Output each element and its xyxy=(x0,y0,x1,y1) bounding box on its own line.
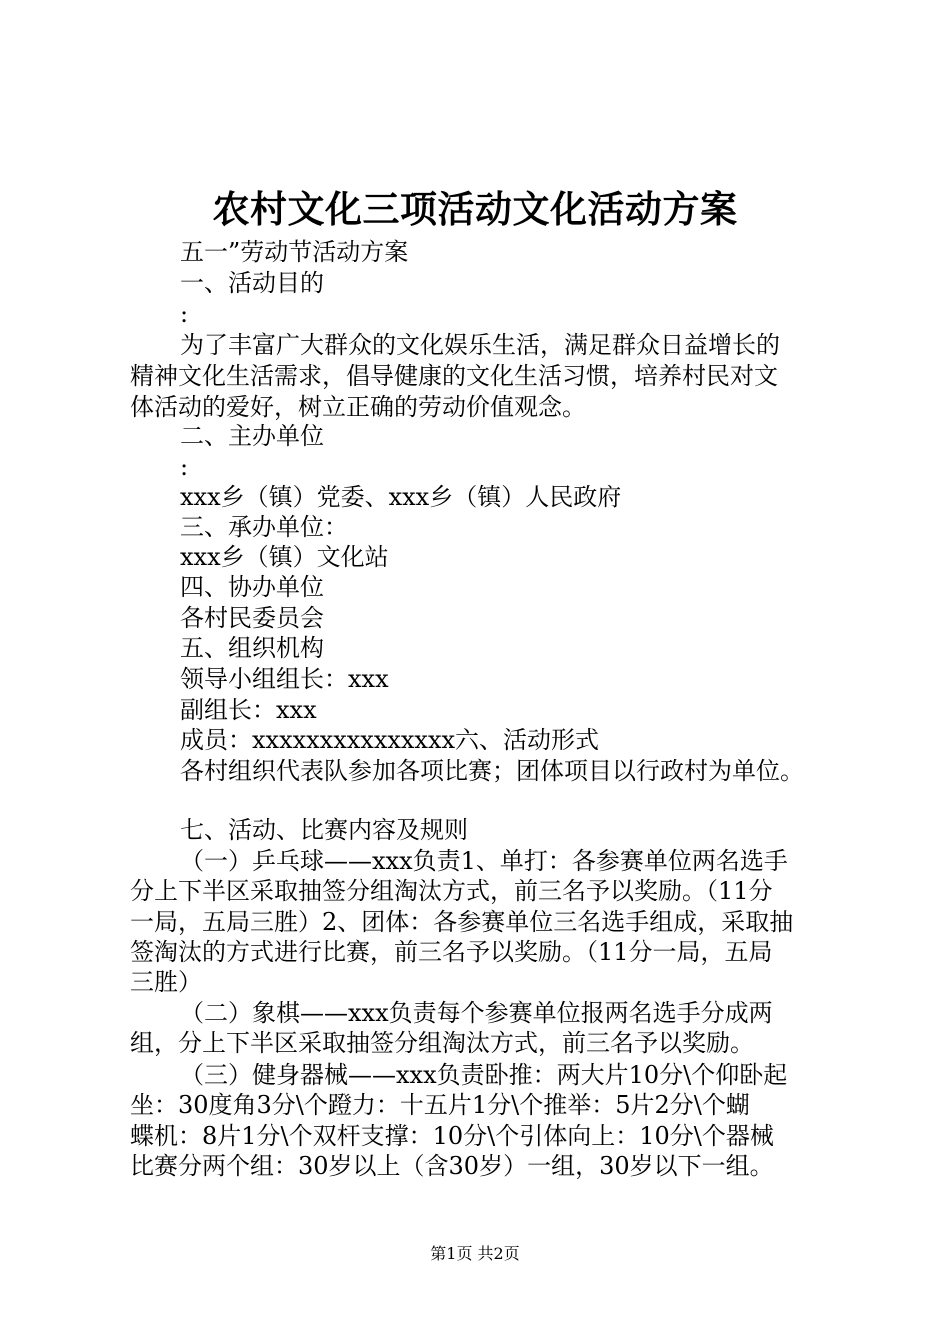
paragraph-line: 比赛分两个组：30岁以上（含30岁）一组，30岁以下一组。 xyxy=(130,1152,774,1180)
colon-line: : xyxy=(180,300,189,328)
paragraph-line: 签淘汰的方式进行比赛，前三名予以奖励。（11分一局，五局 xyxy=(130,938,773,966)
colon-line: : xyxy=(180,453,189,481)
paragraph-line: 各村组织代表队参加各项比赛；团体项目以行政村为单位。 xyxy=(180,757,804,785)
paragraph-line: 为了丰富广大群众的文化娱乐生活，满足群众日益增长的 xyxy=(180,331,780,359)
section-heading: 二、主办单位 xyxy=(180,422,324,450)
section-heading: 三、承办单位： xyxy=(180,513,348,541)
paragraph-line: 各村民委员会 xyxy=(180,604,324,632)
paragraph-line: 领导小组组长：xxx xyxy=(180,665,389,693)
paragraph-line: 坐：30度角3分\个蹬力：十五片1分\个推举：5片2分\个蝴 xyxy=(130,1091,750,1119)
paragraph-line: 三胜） xyxy=(130,968,202,996)
paragraph-line: 副组长：xxx xyxy=(180,696,317,724)
paragraph-line: 体活动的爱好，树立正确的劳动价值观念。 xyxy=(130,393,586,421)
paragraph-line: 一局，五局三胜）2、团体：各参赛单位三名选手组成，采取抽 xyxy=(130,908,794,936)
paragraph-line: 分上下半区采取抽签分组淘汰方式，前三名予以奖励。（11分 xyxy=(130,877,773,905)
paragraph-line: （二）象棋——xxx负责每个参赛单位报两名选手分成两 xyxy=(180,999,773,1027)
paragraph-line: 成员：xxxxxxxxxxxxxxx六、活动形式 xyxy=(180,726,600,754)
paragraph-line: xxx乡（镇）党委、xxx乡（镇）人民政府 xyxy=(180,483,622,511)
page-footer: 第1页 共2页 xyxy=(430,1244,520,1263)
paragraph-line: 蝶机：8片1分\个双杆支撑：10分\个引体向上：10分\个器械 xyxy=(130,1122,774,1150)
paragraph-line: （三）健身器械——xxx负责卧推：两大片10分\个仰卧起 xyxy=(180,1061,788,1089)
section-heading: 七、活动、比赛内容及规则 xyxy=(180,816,468,844)
document-title: 农村文化三项活动文化活动方案 xyxy=(212,187,738,231)
paragraph-line: xxx乡（镇）文化站 xyxy=(180,543,389,571)
paragraph-line: （一）乒乓球——xxx负责1、单打：各参赛单位两名选手 xyxy=(180,847,788,875)
section-heading: 五一”劳动节活动方案 xyxy=(180,238,409,266)
paragraph-line: 精神文化生活需求，倡导健康的文化生活习惯，培养村民对文 xyxy=(130,362,778,390)
paragraph-line: 组，分上下半区采取抽签分组淘汰方式，前三名予以奖励。 xyxy=(130,1029,754,1057)
section-heading: 四、协办单位 xyxy=(180,573,324,601)
section-heading: 一、活动目的 xyxy=(180,269,324,297)
section-heading: 五、组织机构 xyxy=(180,634,324,662)
